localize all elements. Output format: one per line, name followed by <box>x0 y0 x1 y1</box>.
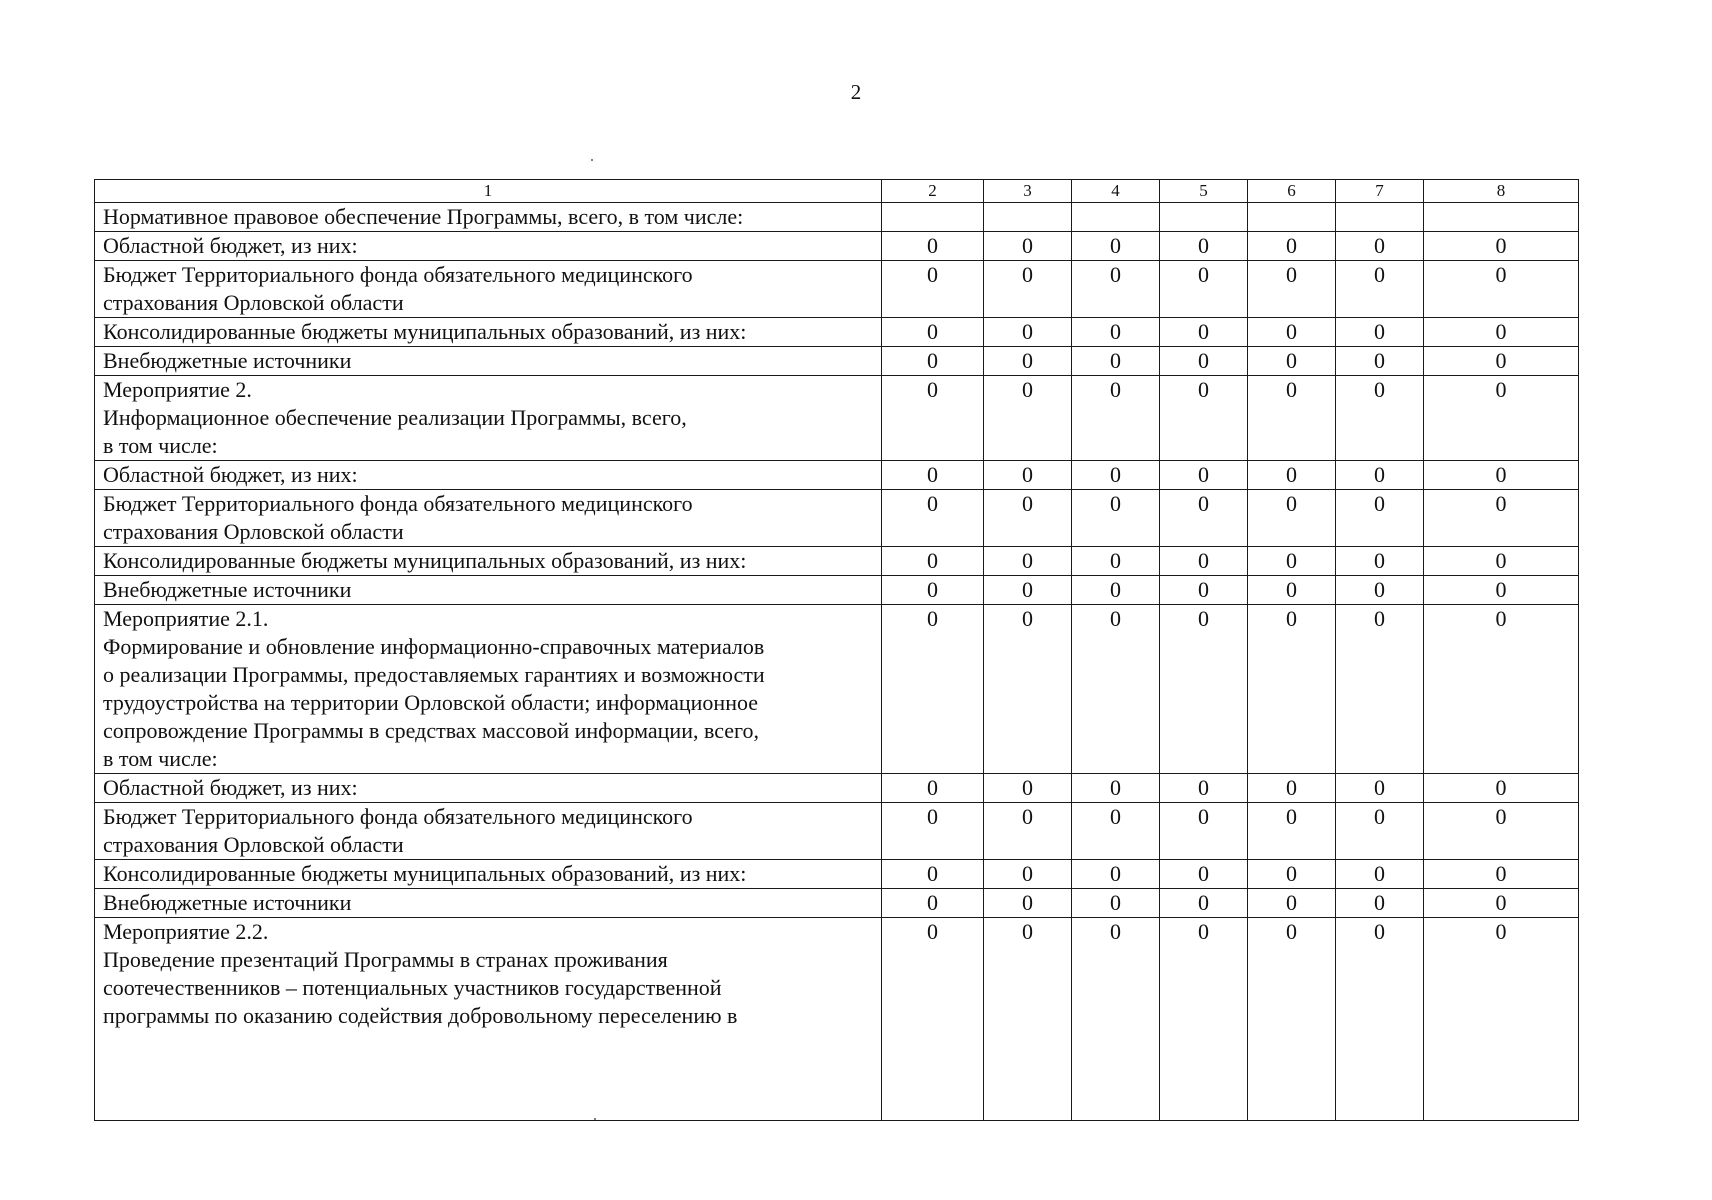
value-cell: 0 <box>984 490 1072 547</box>
value-cell: 0 <box>882 918 984 1121</box>
value-cell: 0 <box>882 261 984 318</box>
value-cell: 0 <box>1248 918 1336 1121</box>
value-cell: 0 <box>1072 261 1160 318</box>
column-number: 7 <box>1336 180 1424 203</box>
value-cell: 0 <box>1336 605 1424 774</box>
value-cell: 0 <box>1160 803 1248 860</box>
value-cell: 0 <box>1160 605 1248 774</box>
row-label: Мероприятие 2.1. Формирование и обновление информационно-справочных материалов о реализации Программы, предоставляемых гарантиях и возможности трудоустройства на территории Орловской области; информационное сопровождение Программы в средствах массовой информации, всего, в том числе: <box>95 605 882 774</box>
column-number-row <box>95 180 1579 203</box>
value-cell: 0 <box>984 860 1072 889</box>
value-cell: 0 <box>1072 918 1160 1121</box>
value-cell: 0 <box>1336 576 1424 605</box>
value-cell: 0 <box>1072 490 1160 547</box>
value-cell: 0 <box>984 347 1072 376</box>
value-cell: 0 <box>882 490 984 547</box>
value-cell: 0 <box>1336 918 1424 1121</box>
value-cell: 0 <box>984 918 1072 1121</box>
value-cell: 0 <box>1248 860 1336 889</box>
column-number: 5 <box>1160 180 1248 203</box>
value-cell: 0 <box>1424 490 1579 547</box>
row-label: Бюджет Территориального фонда обязательного медицинского страхования Орловской области <box>95 261 882 318</box>
table-row <box>95 605 1579 774</box>
value-cell: 0 <box>984 803 1072 860</box>
value-cell: 0 <box>1160 774 1248 803</box>
value-cell: 0 <box>1424 605 1579 774</box>
value-cell: 0 <box>882 461 984 490</box>
value-cell: 0 <box>1248 803 1336 860</box>
value-cell: 0 <box>1248 261 1336 318</box>
value-cell <box>1072 203 1160 232</box>
row-label: Консолидированные бюджеты муниципальных образований, из них: <box>95 547 882 576</box>
table-row <box>95 376 1579 461</box>
table-row <box>95 232 1579 261</box>
value-cell: 0 <box>882 232 984 261</box>
value-cell: 0 <box>984 318 1072 347</box>
value-cell: 0 <box>1424 803 1579 860</box>
value-cell: 0 <box>1424 261 1579 318</box>
value-cell: 0 <box>1160 889 1248 918</box>
table-row <box>95 547 1579 576</box>
table-row <box>95 261 1579 318</box>
value-cell: 0 <box>882 376 984 461</box>
row-label: Областной бюджет, из них: <box>95 774 882 803</box>
value-cell: 0 <box>1248 490 1336 547</box>
value-cell: 0 <box>1424 918 1579 1121</box>
value-cell: 0 <box>984 261 1072 318</box>
column-number: 4 <box>1072 180 1160 203</box>
value-cell: 0 <box>1424 860 1579 889</box>
value-cell: 0 <box>1072 576 1160 605</box>
value-cell: 0 <box>1160 261 1248 318</box>
value-cell: 0 <box>1336 889 1424 918</box>
value-cell: 0 <box>882 803 984 860</box>
row-label: Внебюджетные источники <box>95 576 882 605</box>
column-number: 6 <box>1248 180 1336 203</box>
column-number: 3 <box>984 180 1072 203</box>
value-cell: 0 <box>1336 232 1424 261</box>
value-cell: 0 <box>1336 860 1424 889</box>
value-cell: 0 <box>882 605 984 774</box>
row-label: Внебюджетные источники <box>95 889 882 918</box>
value-cell: 0 <box>882 860 984 889</box>
row-label: Мероприятие 2.2. Проведение презентаций Программы в странах проживания соотечественников – потенциальных участников государственной программы по оказанию содействия добровольному переселению в <box>95 918 882 1121</box>
value-cell: 0 <box>1072 461 1160 490</box>
value-cell <box>882 203 984 232</box>
value-cell: 0 <box>1336 261 1424 318</box>
value-cell: 0 <box>1424 318 1579 347</box>
value-cell: 0 <box>1160 576 1248 605</box>
column-number: 8 <box>1424 180 1579 203</box>
value-cell: 0 <box>1424 461 1579 490</box>
column-number: 2 <box>882 180 984 203</box>
scan-speck <box>591 159 593 161</box>
row-label: Мероприятие 2. Информационное обеспечение реализации Программы, всего, в том числе: <box>95 376 882 461</box>
value-cell: 0 <box>1072 347 1160 376</box>
value-cell: 0 <box>984 605 1072 774</box>
value-cell: 0 <box>984 376 1072 461</box>
table-row <box>95 318 1579 347</box>
value-cell: 0 <box>1248 347 1336 376</box>
value-cell: 0 <box>1160 376 1248 461</box>
value-cell: 0 <box>1336 803 1424 860</box>
value-cell: 0 <box>1160 860 1248 889</box>
table-row <box>95 461 1579 490</box>
value-cell: 0 <box>984 774 1072 803</box>
value-cell: 0 <box>1072 376 1160 461</box>
value-cell: 0 <box>984 889 1072 918</box>
value-cell: 0 <box>1336 347 1424 376</box>
value-cell: 0 <box>1160 490 1248 547</box>
value-cell: 0 <box>1336 547 1424 576</box>
value-cell: 0 <box>1248 318 1336 347</box>
value-cell: 0 <box>1424 547 1579 576</box>
value-cell: 0 <box>1248 774 1336 803</box>
value-cell: 0 <box>1424 347 1579 376</box>
value-cell: 0 <box>1248 605 1336 774</box>
value-cell: 0 <box>1160 461 1248 490</box>
value-cell: 0 <box>882 576 984 605</box>
row-label: Нормативное правовое обеспечение Программы, всего, в том числе: <box>95 203 882 232</box>
row-label: Бюджет Территориального фонда обязательного медицинского страхования Орловской области <box>95 490 882 547</box>
budget-table <box>94 179 1579 1121</box>
value-cell: 0 <box>1072 860 1160 889</box>
value-cell: 0 <box>984 461 1072 490</box>
value-cell: 0 <box>1248 232 1336 261</box>
value-cell: 0 <box>1072 232 1160 261</box>
value-cell: 0 <box>1248 889 1336 918</box>
value-cell: 0 <box>1424 376 1579 461</box>
value-cell: 0 <box>1160 347 1248 376</box>
table-row <box>95 860 1579 889</box>
value-cell: 0 <box>1336 490 1424 547</box>
row-label: Консолидированные бюджеты муниципальных образований, из них: <box>95 860 882 889</box>
value-cell: 0 <box>1424 774 1579 803</box>
value-cell: 0 <box>1160 918 1248 1121</box>
table-row <box>95 803 1579 860</box>
value-cell: 0 <box>1248 376 1336 461</box>
value-cell: 0 <box>882 347 984 376</box>
value-cell: 0 <box>1072 803 1160 860</box>
table-row <box>95 576 1579 605</box>
column-number: 1 <box>95 180 882 203</box>
value-cell: 0 <box>1160 318 1248 347</box>
value-cell: 0 <box>1336 461 1424 490</box>
table-row <box>95 490 1579 547</box>
value-cell: 0 <box>1336 774 1424 803</box>
value-cell: 0 <box>1248 547 1336 576</box>
value-cell: 0 <box>882 774 984 803</box>
row-label: Внебюджетные источники <box>95 347 882 376</box>
value-cell: 0 <box>1424 232 1579 261</box>
value-cell: 0 <box>984 576 1072 605</box>
value-cell <box>1160 203 1248 232</box>
value-cell: 0 <box>882 318 984 347</box>
value-cell: 0 <box>984 232 1072 261</box>
value-cell: 0 <box>1336 376 1424 461</box>
value-cell: 0 <box>1072 318 1160 347</box>
value-cell <box>984 203 1072 232</box>
value-cell: 0 <box>1072 889 1160 918</box>
row-label: Областной бюджет, из них: <box>95 461 882 490</box>
table-row <box>95 203 1579 232</box>
value-cell: 0 <box>1336 318 1424 347</box>
row-label: Консолидированные бюджеты муниципальных образований, из них: <box>95 318 882 347</box>
table-row <box>95 774 1579 803</box>
value-cell: 0 <box>1072 547 1160 576</box>
table-row <box>95 918 1579 1121</box>
row-label: Областной бюджет, из них: <box>95 232 882 261</box>
row-label: Бюджет Территориального фонда обязательного медицинского страхования Орловской области <box>95 803 882 860</box>
page-number: 2 <box>850 80 862 104</box>
value-cell: 0 <box>1424 889 1579 918</box>
value-cell: 0 <box>882 547 984 576</box>
value-cell: 0 <box>984 547 1072 576</box>
value-cell: 0 <box>1160 547 1248 576</box>
value-cell: 0 <box>882 889 984 918</box>
value-cell: 0 <box>1072 774 1160 803</box>
table-row <box>95 347 1579 376</box>
value-cell <box>1336 203 1424 232</box>
table-body <box>95 180 1579 1121</box>
value-cell: 0 <box>1160 232 1248 261</box>
value-cell: 0 <box>1248 461 1336 490</box>
value-cell: 0 <box>1424 576 1579 605</box>
value-cell: 0 <box>1248 576 1336 605</box>
value-cell: 0 <box>1072 605 1160 774</box>
value-cell <box>1248 203 1336 232</box>
table-row <box>95 889 1579 918</box>
value-cell <box>1424 203 1579 232</box>
